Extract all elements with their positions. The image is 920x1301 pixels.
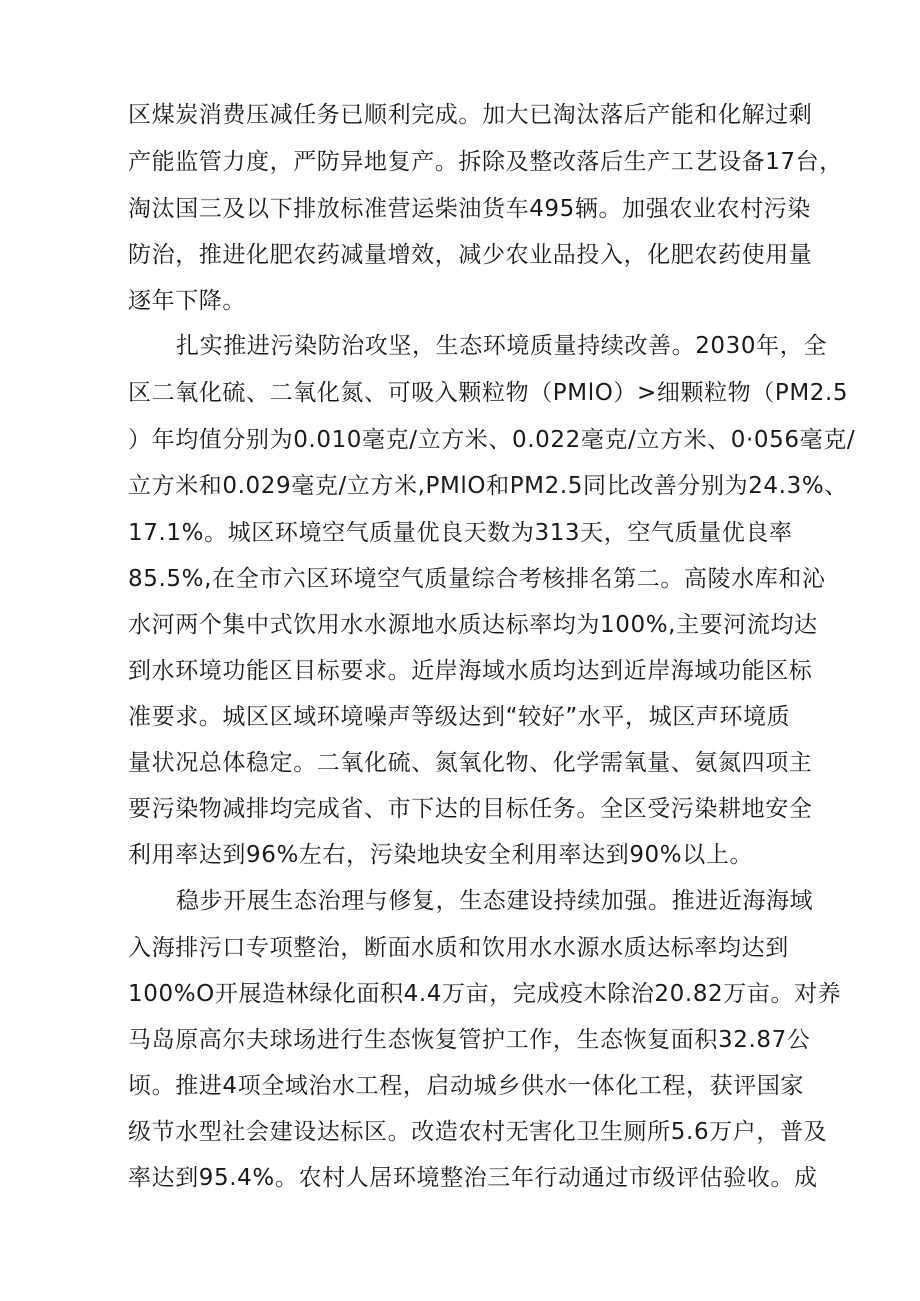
paragraph-2-line-6: 85.5%,在全市六区环境空气质量综合考核排名第二。高陵水库和沁 — [128, 566, 826, 592]
paragraph-1-line-4: 防治，推进化肥农药减量增效，减少农业品投入，化肥农药使用量 — [128, 242, 813, 268]
paragraph-1-line-5: 逐年下降。 — [128, 288, 246, 314]
paragraph-2-line-5: 17.1%。城区环境空气质量优良天数为313天，空气质量优良率 — [128, 520, 793, 546]
paragraph-2-line-9: 准要求。城区区域环境噪声等级达到“较好”水平，城区声环境质 — [128, 704, 791, 730]
paragraph-2-line-1: 扎实推进污染防治攻坚，生态环境质量持续改善。2030年，全 — [176, 333, 827, 359]
paragraph-3-line-2: 入海排污口专项整治，断面水质和饮用水水源水质达标率均达到 — [128, 935, 789, 961]
paragraph-3-line-7: 率达到95.4%。农村人居环境整治三年行动通过市级评估验收。成 — [128, 1165, 818, 1191]
paragraph-2-line-3: ）年均值分别为0.010毫克/立方米、0.022毫克/立方米、0·056毫克/ — [128, 427, 856, 453]
paragraph-3-line-3: 100%O开展造林绿化面积4.4万亩，完成疫木除治20.82万亩。对养 — [128, 981, 842, 1007]
paragraph-1-line-2: 产能监管力度，严防异地复产。拆除及整改落后生产工艺设备17台， — [128, 149, 843, 175]
paragraph-2-line-12: 利用率达到96%左右，污染地块安全利用率达到90%以上。 — [128, 842, 754, 868]
paragraph-3-line-5: 顷。推进4项全域治水工程，启动城乡供水一体化工程，获评国家 — [128, 1073, 805, 1099]
paragraph-2-line-10: 量状况总体稳定。二氧化硫、氮氧化物、化学需氧量、氨氮四项主 — [128, 750, 813, 776]
paragraph-2-line-2: 区二氧化硫、二氧化氮、可吸入颗粒物（PMlO）>细颗粒物（PM2.5 — [128, 380, 849, 406]
paragraph-1-line-1: 区煤炭消费压减任务已顺利完成。加大已淘汰落后产能和化解过剩 — [128, 102, 813, 128]
paragraph-3-line-4: 马岛原高尔夫球场进行生态恢复管护工作，生态恢复面积32.87公 — [128, 1027, 811, 1053]
paragraph-2-line-4: 立方米和0.029毫克/立方米,PMlO和PM2.5同比改善分别为24.3%、 — [128, 473, 848, 499]
paragraph-2-line-11: 要污染物减排均完成省、市下达的目标任务。全区受污染耕地安全 — [128, 796, 813, 822]
paragraph-3-line-6: 级节水型社会建设达标区。改造农村无害化卫生厕所5.6万户，普及 — [128, 1119, 828, 1145]
paragraph-2-line-8: 到水环境功能区目标要求。近岸海域水质均达到近岸海域功能区标 — [128, 658, 813, 684]
paragraph-3-line-1: 稳步开展生态治理与修复，生态建设持续加强。推进近海海域 — [176, 888, 814, 914]
paragraph-2-line-7: 水河两个集中式饮用水水源地水质达标率均为100%,主要河流均达 — [128, 612, 818, 638]
paragraph-1-line-3: 淘汰国三及以下排放标准营运柴油货车495辆。加强农业农村污染 — [128, 196, 811, 222]
